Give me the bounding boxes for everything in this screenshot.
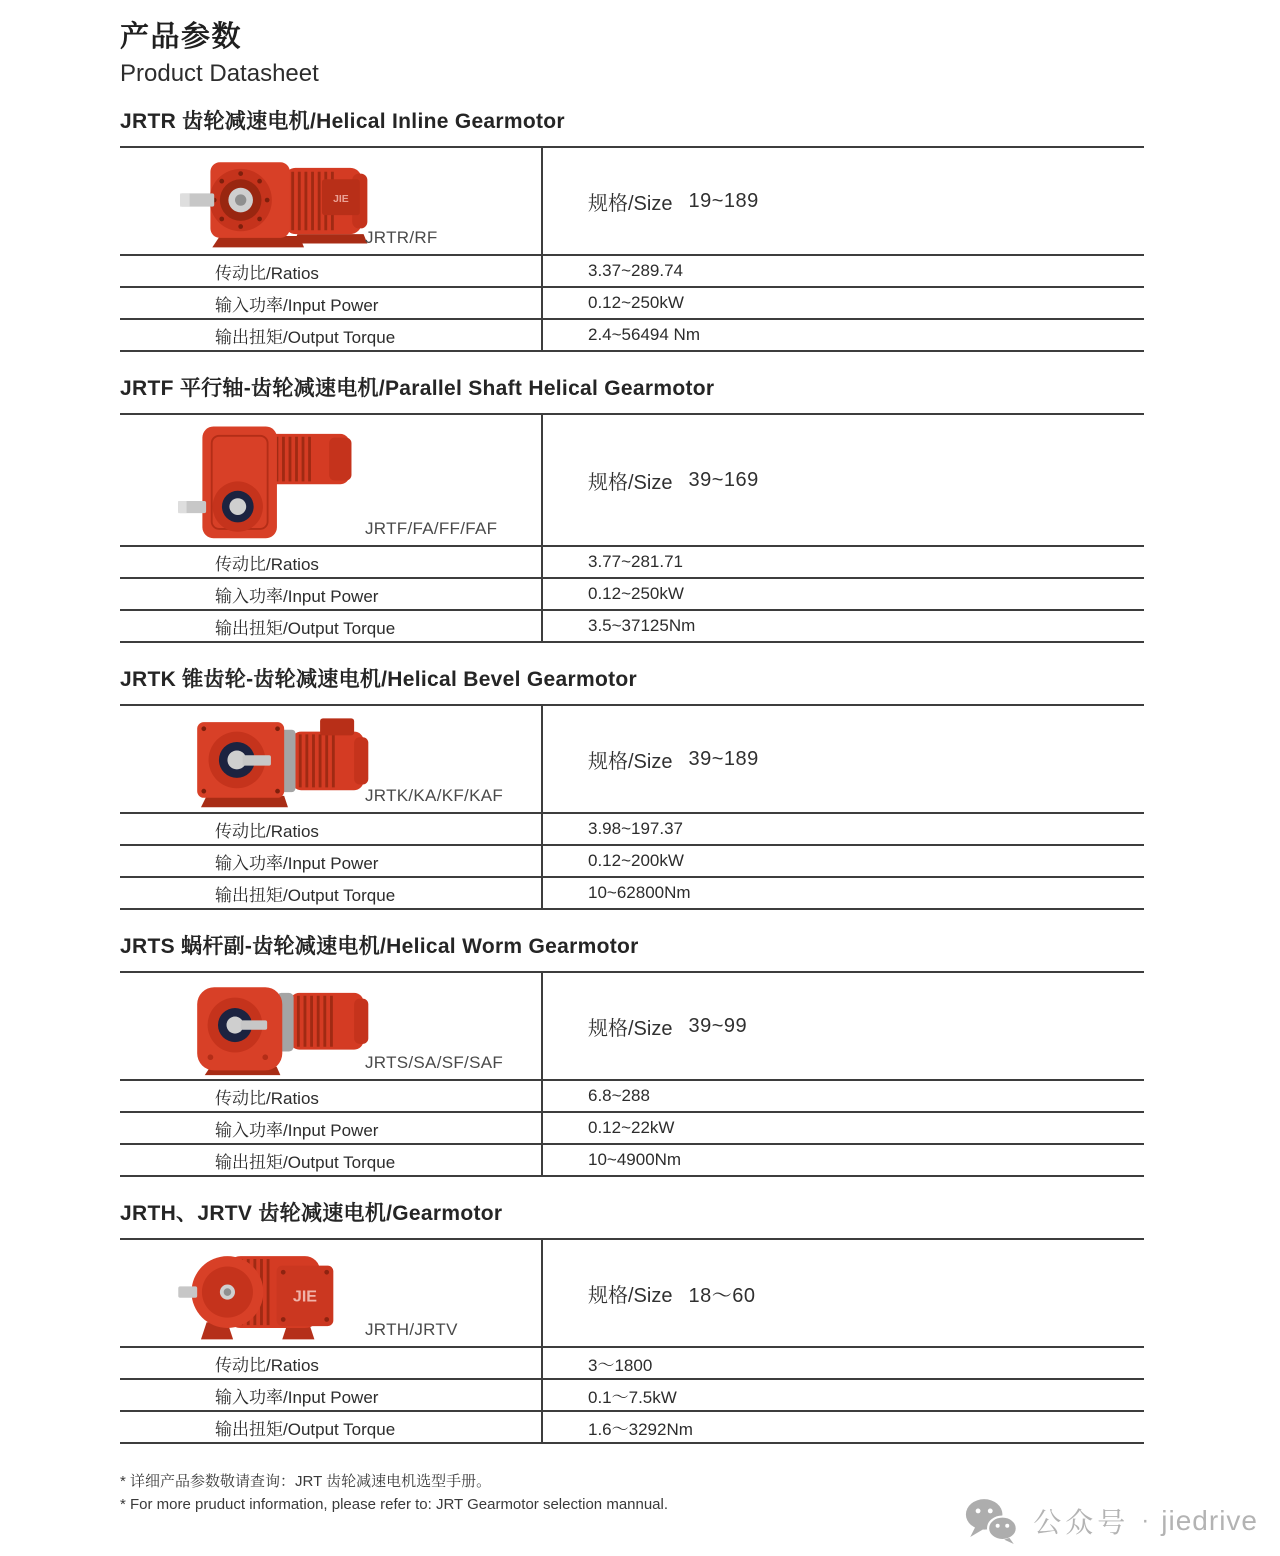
section-jrtk [120,663,1144,910]
row-label: 输入功率/Input Power [120,579,543,609]
product-image-cell [120,415,543,545]
row-value: 3.77~281.71 [588,552,684,571]
spec-table-jrtk [120,704,1144,910]
wechat-separator-dot: · [1141,1506,1150,1534]
table-row [120,288,1144,320]
spec-table-jrtr [120,146,1144,352]
jrtk-gearmotor-image [178,707,396,811]
row-value: 3.5~37125Nm [588,616,696,635]
brand-logo-text: JIE [333,193,349,205]
wechat-handle: jiedrive [1161,1504,1258,1536]
row-value: 1.6～3292Nm [588,1419,693,1439]
table-row [120,320,1144,352]
table-row [120,579,1144,611]
wechat-branding [964,1497,1258,1544]
size-cell [543,1240,1144,1346]
table-row [120,256,1144,288]
section-jrth-jrtv [120,1197,1144,1444]
table-row [120,547,1144,579]
footnote-cn: * 详细产品参数敬请查询：JRT 齿轮减速电机选型手册。 [120,1473,492,1490]
page-title-cn: 产品参数 [120,21,243,53]
size-label: 规格/Size [588,1017,673,1040]
model-label: JRTR/RF [365,228,438,247]
product-image-cell [120,148,543,254]
size-value: 18～60 [688,1284,756,1307]
row-value: 3.37~289.74 [588,261,684,280]
size-cell [543,973,1144,1079]
size-value: 39~169 [688,468,759,491]
row-label: 输出扭矩/Output Torque [120,878,543,908]
brand-logo-text: JIE [292,1287,318,1306]
row-label: 输入功率/Input Power [120,288,543,318]
table-row [120,814,1144,846]
table-row [120,973,1144,1081]
jrtr-gearmotor-image [178,149,396,253]
row-value: 10~4900Nm [588,1150,682,1169]
size-label: 规格/Size [588,192,673,215]
size-cell [543,706,1144,812]
model-label: JRTH/JRTV [365,1320,458,1339]
row-label: 输出扭矩/Output Torque [120,1412,543,1442]
table-row [120,611,1144,643]
product-image-cell [120,706,543,812]
row-label: 传动比/Ratios [120,1081,543,1111]
table-row [120,1348,1144,1380]
table-row [120,1380,1144,1412]
row-label: 输入功率/Input Power [120,1380,543,1410]
jrth-gearmotor-image [178,1241,396,1345]
datasheet-page [120,0,1144,1517]
table-row [120,1081,1144,1113]
size-value: 39~189 [688,747,759,770]
wechat-icon [964,1497,1020,1544]
size-label: 规格/Size [588,750,673,773]
page-title-en: Product Datasheet [120,60,319,87]
section-title: JRTH、JRTV 齿轮减速电机/Gearmotor [120,1202,503,1225]
row-label: 传动比/Ratios [120,814,543,844]
product-image-cell [120,1240,543,1346]
row-label: 传动比/Ratios [120,256,543,286]
row-label: 输出扭矩/Output Torque [120,1145,543,1175]
table-row [120,415,1144,547]
row-label: 传动比/Ratios [120,547,543,577]
footnote-en: * For more pruduct information, please refer to: JRT Gearmotor selection mannual. [120,1496,669,1514]
model-label: JRTS/SA/SF/SAF [365,1053,504,1072]
row-value: 2.4~56494 Nm [588,325,700,344]
size-label: 规格/Size [588,471,673,494]
row-value: 0.12~250kW [588,584,684,603]
wechat-account-label: 公众号 [1033,1506,1130,1538]
row-label: 输入功率/Input Power [120,1113,543,1143]
product-image-cell [120,973,543,1079]
table-row [120,148,1144,256]
table-row [120,1113,1144,1145]
row-value: 3.98~197.37 [588,819,684,838]
section-title: JRTF 平行轴-齿轮减速电机/Parallel Shaft Helical Gearmotor [120,377,715,400]
size-cell [543,148,1144,254]
spec-table-jrtf [120,413,1144,643]
row-label: 传动比/Ratios [120,1348,543,1378]
size-label: 规格/Size [588,1284,673,1307]
section-jrtr [120,105,1144,352]
size-cell [543,415,1144,545]
row-value: 6.8~288 [588,1086,650,1105]
row-value: 0.12~200kW [588,851,684,870]
row-label: 输入功率/Input Power [120,846,543,876]
row-label: 输出扭矩/Output Torque [120,320,543,350]
row-value: 3～1800 [588,1355,653,1375]
spec-table-jrts [120,971,1144,1177]
section-title: JRTS 蜗杆副-齿轮减速电机/Helical Worm Gearmotor [120,935,639,958]
model-label: JRTF/FA/FF/FAF [365,519,498,538]
table-row [120,846,1144,878]
section-jrts [120,930,1144,1177]
jrtf-gearmotor-image [178,419,374,542]
row-label: 输出扭矩/Output Torque [120,611,543,641]
table-row [120,878,1144,910]
size-value: 19~189 [688,189,759,212]
table-row [120,1145,1144,1177]
spec-table-jrth [120,1238,1144,1444]
jrts-gearmotor-image [178,974,396,1078]
page-header [120,0,1144,88]
table-row [120,1240,1144,1348]
section-title: JRTR 齿轮减速电机/Helical Inline Gearmotor [120,110,565,133]
row-value: 0.12~22kW [588,1118,675,1137]
table-row [120,706,1144,814]
table-row [120,1412,1144,1444]
row-value: 10~62800Nm [588,883,691,902]
size-value: 39~99 [688,1014,748,1037]
model-label: JRTK/KA/KF/KAF [365,786,504,805]
row-value: 0.12~250kW [588,293,684,312]
section-title: JRTK 锥齿轮-齿轮减速电机/Helical Bevel Gearmotor [120,668,637,691]
section-jrtf [120,372,1144,643]
row-value: 0.1～7.5kW [588,1387,677,1407]
